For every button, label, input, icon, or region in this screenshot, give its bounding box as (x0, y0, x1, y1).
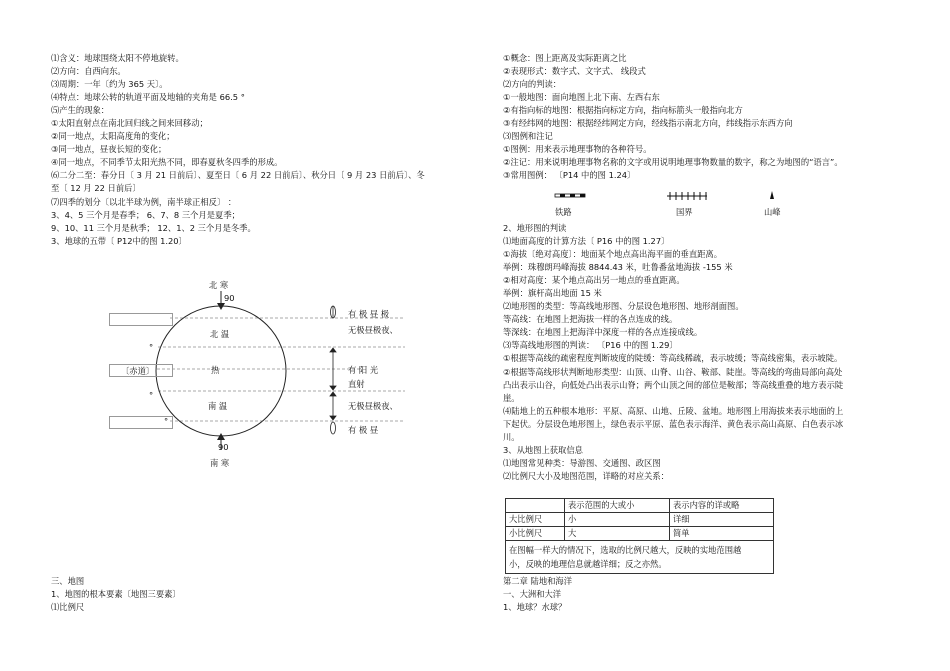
section-heading: 三、地图 (51, 576, 85, 586)
table-header-cell: 表示内容的详或略 (670, 499, 774, 513)
text-line: 1、地图的根本要素〔地图三要素〕 (51, 589, 181, 600)
section-heading: 一、大洲和大洋 (503, 589, 562, 600)
blank-box (109, 313, 173, 326)
text-line: ①概念：图上距离及实际距离之比 (503, 53, 627, 63)
text-line: 崖。 (503, 392, 520, 403)
right-bottom-section (503, 575, 923, 614)
equator-box (109, 364, 173, 377)
table-header-row (506, 499, 774, 513)
text-line: 至〔 12 月 22 日前后〕 (51, 183, 141, 194)
zone-note: 有 极 昼 (348, 425, 379, 435)
text-line: ⑴含义：地球围绕太阳不停地旋转。 (51, 53, 184, 63)
table-note-cell (506, 541, 774, 574)
text-line: ①根据等高线的疏密程度判断坡度的陡缓：等高线稀疏，表示坡缓；等高线密集，表示坡陡。 (503, 353, 843, 364)
text-line: ③常用图例： 〔P14 中的图 1.24〕 (503, 170, 636, 181)
table-row (506, 513, 774, 527)
equator-label: 〔赤道〕 (121, 366, 155, 376)
peak-icon (770, 191, 774, 199)
degree-mark: ° (149, 390, 154, 400)
left-bottom-section (51, 575, 481, 614)
text-line: ⑷陆地上的五种根本地形：平原、高原、山地、丘陵、盆地。地形图上用海拔来表示地面的上 (503, 405, 844, 416)
zone-note: 有 阳 光 (348, 365, 379, 375)
left-column (51, 52, 481, 248)
angle-bottom-label: 90 (218, 442, 229, 452)
text-line: ⑹二分二至：春分日〔 3 月 21 日前后〕、夏至日〔 6 月 22 日前后〕、秋分日〔 9 月 23 日前后〕、冬 (51, 170, 425, 181)
text-line: ⑵方向：自西向东。 (51, 66, 126, 77)
text-line: 9、10、11 三个月是秋季； 12、1、2 三个月是冬季。 (51, 222, 256, 233)
text-line: 等深线：在地图上把海洋中深度一样的各点连接成线。 (503, 327, 703, 338)
border-icon (667, 192, 707, 200)
text-line: ⑴地面高度的计算方法〔 P16 中的图 1.27〕 (503, 236, 670, 247)
table-cell: 小比例尺 (506, 527, 565, 541)
text-line: ④同一地点，不同季节太阳光热不同，即春夏秋冬四季的形成。 (51, 157, 283, 168)
text-line: ①太阳直射点在南北回归线之间来回移动； (51, 118, 208, 129)
text-line: ②同一地点，太阳高度角的变化； (51, 131, 175, 142)
text-line: ⑵地形图的类型：等高线地形图、分层设色地形图、地形剖面图。 (503, 301, 744, 312)
text-line: ⑺四季的划分〔以北半球为例，南半球正相反〕 ： (51, 196, 237, 207)
text-line: ②根据等高线形状判断地形类型：山顶、山脊、山谷、鞍部、陡崖。等高线的弯曲局部向高处 (503, 366, 843, 377)
text-line: ⑶图例和注记 (503, 131, 553, 142)
railway-icon (555, 194, 585, 197)
text-line: 下起伏。分层设色地形图上，绿色表示平原、蓝色表示海洋、黄色表示高山高原、白色表示冰 (503, 418, 844, 429)
text-line: ⑴地图常见种类：导游图、交通图、政区图 (503, 457, 661, 468)
text-line: ⑸产生的现象： (51, 105, 110, 116)
zone-note: 无极昼极夜、 (348, 325, 398, 335)
right-column-top (503, 52, 923, 182)
text-line: ③同一地点，昼夜长短的变化； (51, 144, 167, 155)
degree-mark: ° (164, 416, 169, 426)
section-heading: 3、从地图上获取信息 (503, 444, 583, 455)
table-header-cell: 表示范围的大或小 (565, 499, 670, 513)
table-cell: 简单 (670, 527, 774, 541)
text-line: ②注记：用来说明地理事物名称的文字或用说明地理事物数量的数字，称之为地图的“语言”。 (503, 157, 843, 168)
text-line: 凸出表示山谷，向低处凸出表示山脊；两个山顶之间的部位是鞍部；等高线重叠的地方表示陡 (503, 379, 844, 390)
section-heading: 2、地形图的判读 (503, 223, 567, 233)
table-cell: 详细 (670, 513, 774, 527)
table-cell: 小 (565, 513, 670, 527)
text-line: ①一般地图：面向地图上北下南、左西右东 (503, 92, 660, 103)
zone-note: 直射 (348, 379, 365, 389)
border-label: 国界 (676, 207, 693, 217)
south-temperate-label: 南 温 (208, 401, 228, 411)
text-line: ⑵方向的判读： (503, 79, 562, 90)
table-row (506, 527, 774, 541)
text-line: 举例：旗杆高出地面 15 米 (503, 288, 602, 299)
zone-note: 有 极 昼 极 (348, 309, 390, 319)
text-line: ⑵比例尺大小及地图范围，详略的对应关系： (503, 470, 669, 481)
zone-note: 无极昼极夜、 (348, 401, 398, 411)
chapter-heading: 第二章 陆地和海洋 (503, 576, 573, 586)
angle-top-label: 90 (224, 293, 235, 303)
text-line: 3、地球的五带〔 P12中的图 1.20〕 (51, 235, 187, 246)
text-line: ⑶周期：一年〔约为 365 天〕。 (51, 79, 168, 90)
text-line: 举例：珠穆朗玛峰海拔 8844.43 米，吐鲁番盆地海拔 -155 米 (503, 262, 733, 273)
table-note-row (506, 541, 774, 574)
text-line: ⑶等高线地形图的判读： 〔P16 中的图 1.29〕 (503, 340, 678, 351)
peak-label: 山峰 (764, 207, 781, 217)
text-line: ③有经纬网的地图：根据经纬网定方向，经线指示南北方向，纬线指示东西方向 (503, 118, 793, 129)
right-column-middle (503, 222, 923, 483)
degree-mark: ° (149, 342, 154, 352)
north-temperate-label: 北 温 (210, 329, 230, 339)
scale-comparison-table (505, 498, 774, 574)
south-cold-label: 南 寒 (210, 458, 230, 468)
text-line: ②相对高度：某个地点高出另一地点的垂直距离。 (503, 275, 685, 286)
table-header-cell (506, 499, 565, 513)
text-line: 等高线：在地图上把海拔一样的各点连成的线。 (503, 314, 678, 325)
text-line: ⑴比例尺 (51, 602, 85, 613)
table-cell: 大 (565, 527, 670, 541)
blank-box (109, 416, 173, 429)
table-cell: 大比例尺 (506, 513, 565, 527)
tropical-label: 热 (211, 365, 220, 375)
railway-label: 铁路 (555, 207, 572, 217)
table-note-line: 小，反映的地理信息就越详细；反之亦然。 (509, 559, 667, 569)
text-line: 3、4、5 三个月是春季； 6、7、8 三个月是夏季； (51, 209, 240, 220)
text-line: ⑷特点：地球公转的轨道平面及地轴的夹角是 66.5 ° (51, 92, 245, 103)
text-line: ②表现形式：数字式、文字式、 线段式 (503, 66, 646, 77)
text-line: 川。 (503, 431, 520, 442)
text-line: ①图例：用来表示地理事物的各种符号。 (503, 144, 652, 155)
text-line: 1、地球？水球？ (503, 602, 567, 613)
text-line: ②有指向标的地图：根据指向标定方向，指向标箭头一般指向北方 (503, 105, 743, 116)
north-cold-label: 北 寒 (209, 280, 229, 290)
text-line: ①海拔〔绝对高度〕：地面某个地点高出海平面的垂直距离。 (503, 249, 723, 260)
table-note-line: 在图幅一样大的情况下，选取的比例尺越大，反映的实地范围越 (509, 545, 742, 555)
